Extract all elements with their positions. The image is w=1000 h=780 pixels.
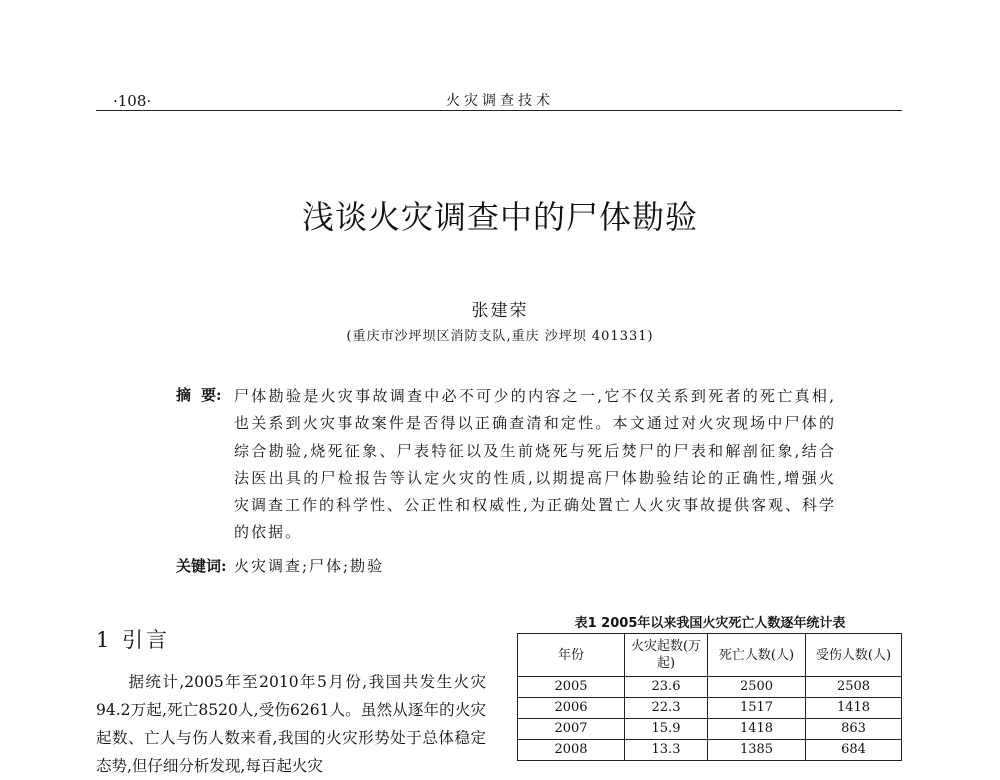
table-cell: 2005 <box>518 677 625 698</box>
table-cell: 863 <box>806 719 902 740</box>
abstract-label-second: 要: <box>201 386 222 404</box>
table-cell: 2008 <box>518 740 625 761</box>
affiliation: (重庆市沙坪坝区消防支队,重庆 沙坪坝 401331) <box>346 329 654 344</box>
abstract-text: 尸体勘验是火灾事故调查中必不可少的内容之一,它不仅关系到死者的死亡真相,也关系到火灾事故案件是否得以正确查清和定性。本文通过对火灾现场中尸体的综合勘验,烧死征象、尸表特征以及生前烧死与死后焚尸的尸表和解剖征象,结合法医出具的尸检报告等认定火灾的性质,以期提高尸体勘验结论的正确性,增强火灾调查工作的科学性、公正性和权威性,为正确处置亡人火灾事故提供客观、科学的依据。 <box>234 387 836 542</box>
table-header-row <box>518 634 902 677</box>
table-cell: 23.6 <box>625 677 708 698</box>
table-cell: 1418 <box>806 698 902 719</box>
table-cell: 1385 <box>708 740 806 761</box>
column-header: 受伤人数(人) <box>806 634 902 677</box>
table-caption: 表1 2005年以来我国火灾死亡人数逐年统计表 <box>574 616 846 631</box>
header-rule <box>96 110 902 111</box>
column-header: 火灾起数(万起) <box>625 634 708 677</box>
table-row <box>518 740 902 761</box>
section-heading: 1 引言 <box>96 628 171 652</box>
article-title: 浅谈火灾调查中的尸体勘验 <box>301 198 698 236</box>
author: 张建荣 <box>471 301 529 321</box>
table-row <box>518 719 902 740</box>
table-cell: 2007 <box>518 719 625 740</box>
column-header: 年份 <box>518 634 625 677</box>
table-row <box>518 677 902 698</box>
page-number: ·108· <box>113 92 152 110</box>
table-cell: 2500 <box>708 677 806 698</box>
table-cell: 1517 <box>708 698 806 719</box>
table-cell: 684 <box>806 740 902 761</box>
table-cell: 1418 <box>708 719 806 740</box>
keywords-label: 关键词: <box>176 557 227 575</box>
table-cell: 13.3 <box>625 740 708 761</box>
column-header: 死亡人数(人) <box>708 634 806 677</box>
table-cell: 22.3 <box>625 698 708 719</box>
section-body-text: 据统计,2005年至2010年5月份,我国共发生火灾94.2万起,死亡8520人,受伤6261人。虽然从逐年的火灾起数、亡人与伤人数来看,我国的火灾形势处于总体稳定态势,但仔细分析发现,每百起火灾 <box>96 673 486 775</box>
running-header: 火灾调查技术 <box>446 93 554 109</box>
table-row <box>518 698 902 719</box>
table-cell: 2508 <box>806 677 902 698</box>
keywords-text: 火灾调查;尸体;勘验 <box>234 557 385 575</box>
section-body <box>96 668 486 780</box>
table-cell: 15.9 <box>625 719 708 740</box>
statistics-table <box>517 633 902 761</box>
abstract-label-first: 摘 <box>176 386 202 404</box>
abstract-label <box>176 384 222 405</box>
table-cell: 2006 <box>518 698 625 719</box>
